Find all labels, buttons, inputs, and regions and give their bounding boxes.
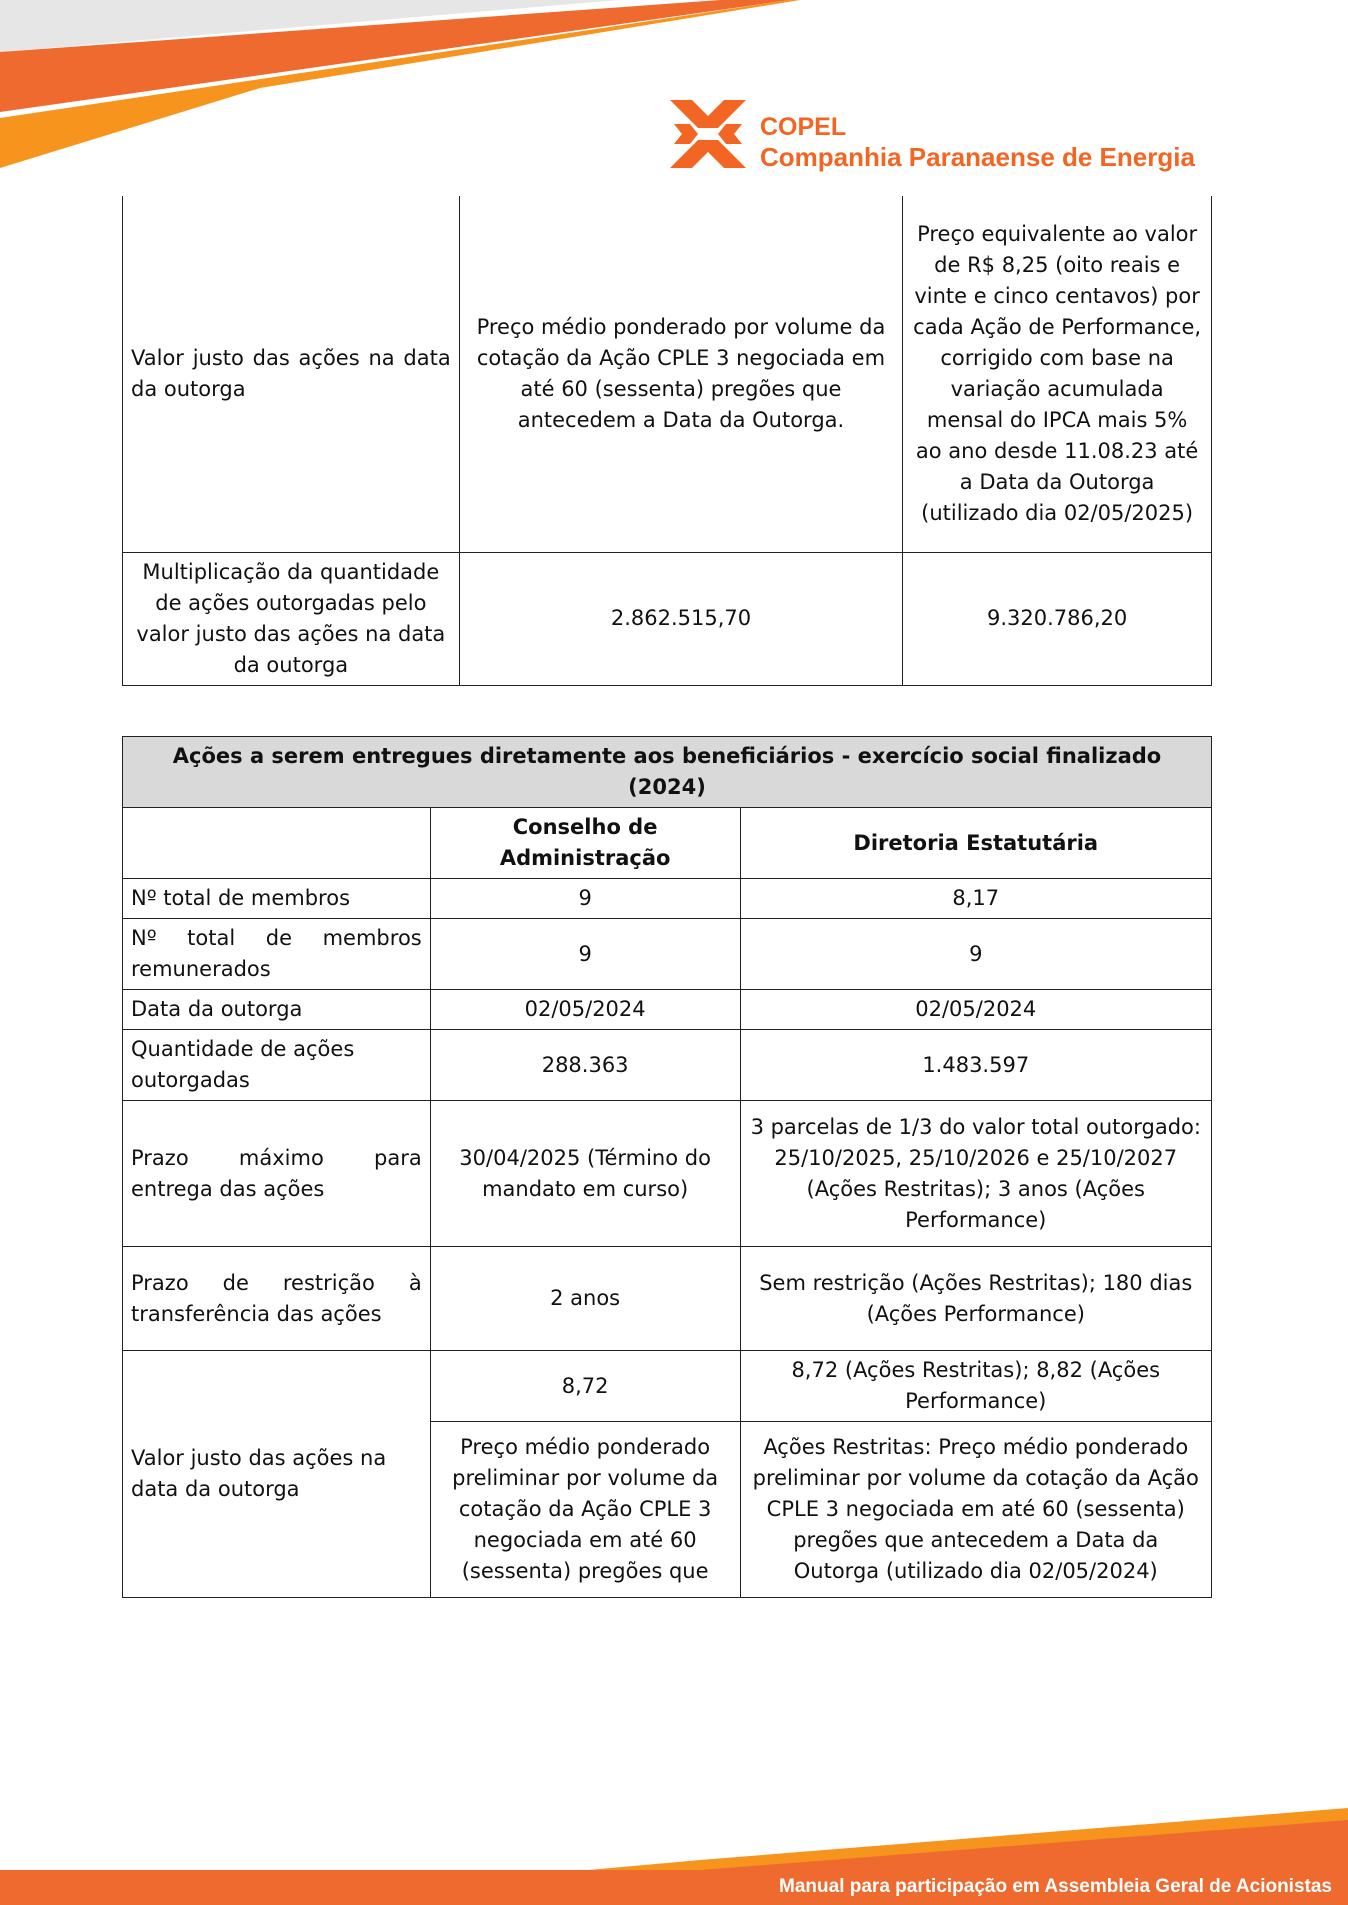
table-row — [123, 552, 1212, 685]
table-row — [123, 1101, 1212, 1247]
row-label: Prazo máximo para entrega das ações — [123, 1101, 431, 1247]
copel-logo-icon — [668, 98, 748, 170]
table-row — [123, 196, 1212, 552]
cell-conselho: 9 — [430, 919, 740, 990]
cell-diretoria: 9.320.786,20 — [903, 552, 1212, 685]
cell-conselho-value: 8,72 — [430, 1351, 740, 1422]
table-row — [123, 919, 1212, 990]
cell-diretoria: 1.483.597 — [740, 1030, 1211, 1101]
table-title-row — [123, 737, 1212, 808]
table-row — [123, 879, 1212, 919]
fair-value-continued-table — [122, 196, 1212, 686]
cell-diretoria: 02/05/2024 — [740, 990, 1211, 1030]
cell-diretoria: 9 — [740, 919, 1211, 990]
column-header-row — [123, 808, 1212, 879]
empty-header-cell — [123, 808, 431, 879]
shares-delivered-table — [122, 736, 1212, 1598]
cell-diretoria: 8,17 — [740, 879, 1211, 919]
cell-conselho-desc: Preço médio ponderado preliminar por volume da cotação da Ação CPLE 3 negociada em até 60 (sessenta) pregões que — [430, 1422, 740, 1598]
cell-diretoria-value: 8,72 (Ações Restritas); 8,82 (Ações Performance) — [740, 1351, 1211, 1422]
row-label: Valor justo das ações na data da outorga — [123, 196, 460, 552]
row-label: Multiplicação da quantidade de ações outorgadas pelo valor justo das ações na data da outorga — [123, 552, 460, 685]
row-label: Quantidade de ações outorgadas — [123, 1030, 431, 1101]
table-row — [123, 1351, 1212, 1422]
footer-caption: Manual para participação em Assembleia Geral de Acionistas — [779, 1876, 1332, 1897]
brand-full-name: Companhia Paranaense de Energia — [760, 142, 1195, 172]
header-conselho: Conselho de Administração — [430, 808, 740, 879]
cell-conselho: Preço médio ponderado por volume da cotação da Ação CPLE 3 negociada em até 60 (sessenta) pregões que antecedem a Data da Outorga. — [459, 196, 903, 552]
cell-conselho: 2.862.515,70 — [459, 552, 903, 685]
row-label: Prazo de restrição à transferência das ações — [123, 1247, 431, 1351]
cell-conselho: 30/04/2025 (Término do mandato em curso) — [430, 1101, 740, 1247]
table-row — [123, 1247, 1212, 1351]
row-label: Nº total de membros remunerados — [123, 919, 431, 990]
header-diretoria: Diretoria Estatutária — [740, 808, 1211, 879]
cell-diretoria-desc: Ações Restritas: Preço médio ponderado preliminar por volume da cotação da Ação CPLE 3 negociada em até 60 (sessenta) pregões que antecedem a Data da Outorga (utilizado dia 02/05/2024) — [740, 1422, 1211, 1598]
cell-diretoria: 3 parcelas de 1/3 do valor total outorgado: 25/10/2025, 25/10/2026 e 25/10/2027 (Ações Restritas); 3 anos (Ações Performance) — [740, 1101, 1211, 1247]
cell-diretoria: Preço equivalente ao valor de R$ 8,25 (oito reais e vinte e cinco centavos) por cada Ação de Performance, corrigido com base na variação acumulada mensal do IPCA mais 5% ao ano desde 11.08.23 até a Data da Outorga (utilizado dia 02/05/2025) — [903, 196, 1212, 552]
cell-conselho: 2 anos — [430, 1247, 740, 1351]
table-row — [123, 1030, 1212, 1101]
cell-diretoria: Sem restrição (Ações Restritas); 180 dias (Ações Performance) — [740, 1247, 1211, 1351]
row-label: Data da outorga — [123, 990, 431, 1030]
brand-name: COPEL — [760, 113, 847, 141]
row-label: Nº total de membros — [123, 879, 431, 919]
cell-conselho: 9 — [430, 879, 740, 919]
table-title: Ações a serem entregues diretamente aos beneficiários - exercício social finalizado (2024) — [123, 737, 1212, 808]
row-label: Valor justo das ações na data da outorga — [123, 1351, 431, 1598]
cell-conselho: 02/05/2024 — [430, 990, 740, 1030]
brand-wordmark — [760, 112, 1195, 172]
table-row — [123, 990, 1212, 1030]
cell-conselho: 288.363 — [430, 1030, 740, 1101]
